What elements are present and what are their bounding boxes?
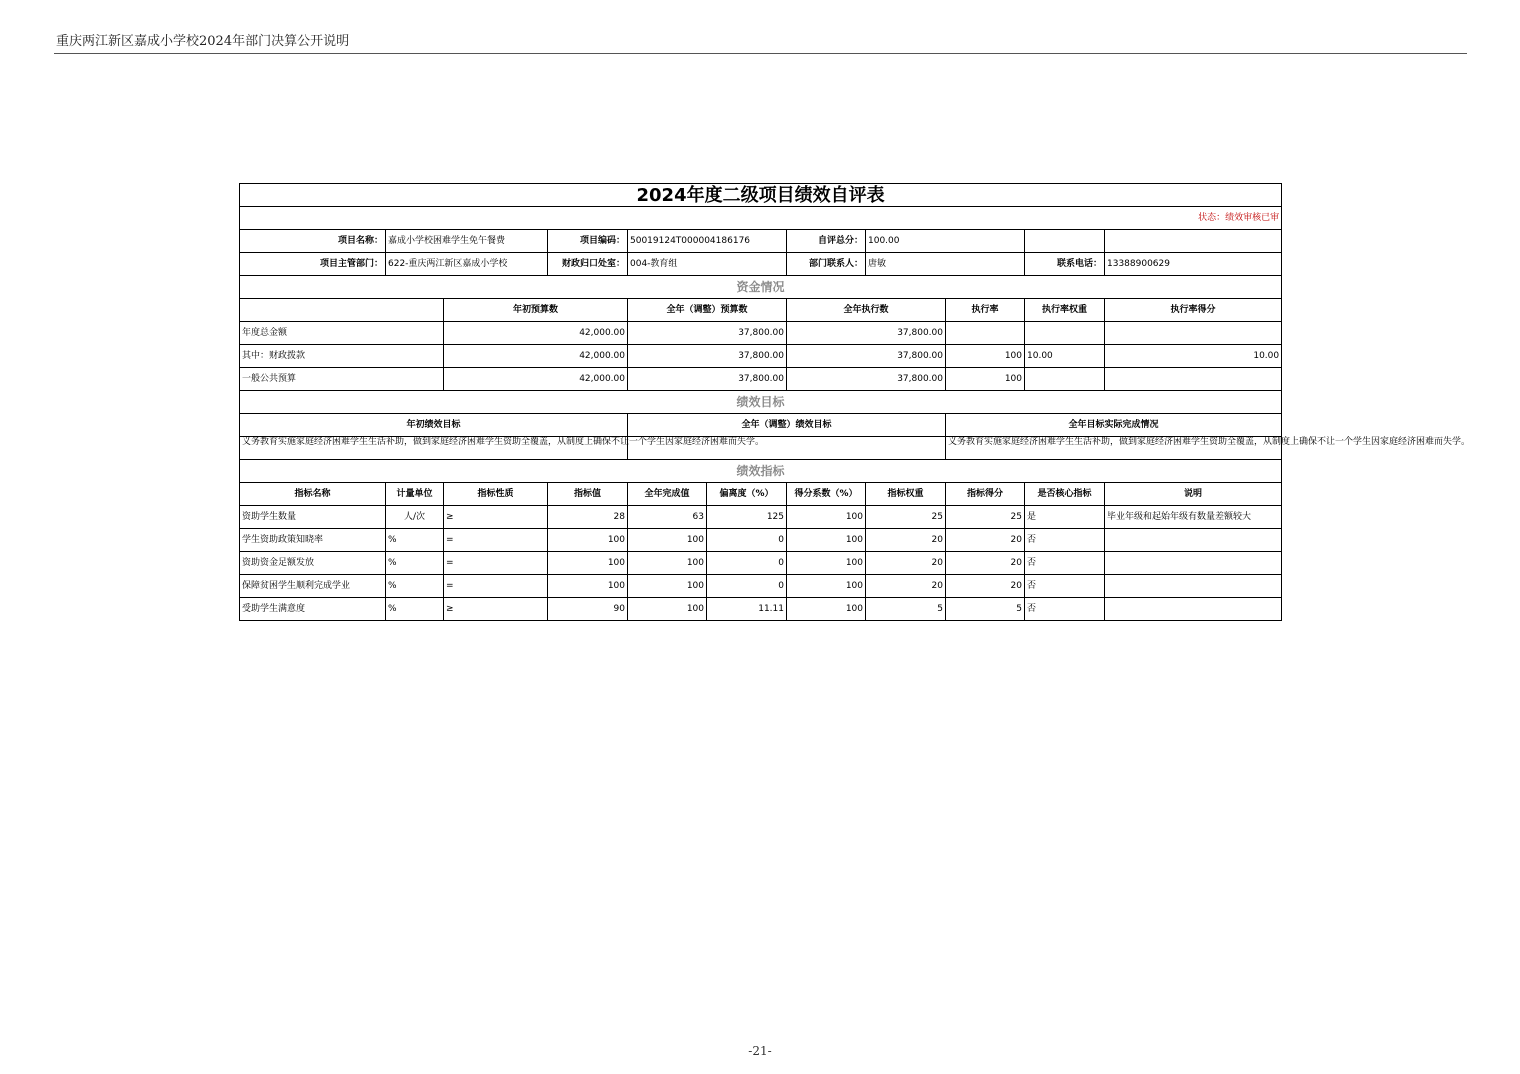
funds-weight — [1025, 322, 1105, 345]
empty-cell — [240, 299, 444, 322]
col-header-adjusted-goal: 全年（调整）绩效目标 — [628, 414, 946, 437]
project-code-label: 项目编码： — [548, 230, 628, 253]
phone-label: 联系电话： — [1025, 253, 1105, 276]
indicator-note — [1105, 598, 1282, 621]
indicator-nature: = — [444, 575, 548, 598]
funds-weight — [1025, 368, 1105, 391]
col-header-indicator-name: 指标名称 — [240, 483, 386, 506]
indicator-weight: 20 — [866, 575, 946, 598]
indicator-score: 25 — [946, 506, 1025, 529]
indicator-name: 资助资金足额发放 — [240, 552, 386, 575]
indicator-note — [1105, 529, 1282, 552]
phone-value: 13388900629 — [1105, 253, 1282, 276]
indicator-note — [1105, 575, 1282, 598]
indicator-weight: 20 — [866, 552, 946, 575]
indicator-coef: 100 — [787, 506, 866, 529]
col-header-actual-goal: 全年目标实际完成情况 — [946, 414, 1282, 437]
col-header-unit: 计量单位 — [386, 483, 444, 506]
indicator-row — [240, 598, 1282, 621]
funds-adjusted: 37,800.00 — [628, 345, 787, 368]
col-header-note: 说明 — [1105, 483, 1282, 506]
contact-value: 唐敏 — [866, 253, 1025, 276]
indicator-target: 28 — [548, 506, 628, 529]
section-goals: 绩效目标 — [240, 391, 1282, 414]
empty-cell — [1105, 230, 1282, 253]
indicator-target: 100 — [548, 575, 628, 598]
header-divider — [54, 53, 1467, 54]
indicator-weight: 20 — [866, 529, 946, 552]
col-header-nature: 指标性质 — [444, 483, 548, 506]
empty-cell — [1025, 230, 1105, 253]
funds-adjusted: 37,800.00 — [628, 322, 787, 345]
indicator-weight: 25 — [866, 506, 946, 529]
col-header-exec-rate: 执行率 — [946, 299, 1025, 322]
funds-row — [240, 368, 1282, 391]
indicator-coef: 100 — [787, 529, 866, 552]
indicator-weight: 5 — [866, 598, 946, 621]
dept-label: 项目主管部门： — [240, 253, 386, 276]
col-header-score: 指标得分 — [946, 483, 1025, 506]
indicator-done: 100 — [628, 575, 707, 598]
indicator-score: 20 — [946, 575, 1025, 598]
funds-rate: 100 — [946, 368, 1025, 391]
funds-executed: 37,800.00 — [787, 368, 946, 391]
indicator-nature: = — [444, 529, 548, 552]
indicator-deviation: 0 — [707, 575, 787, 598]
goals-header-row — [240, 414, 1282, 437]
actual-goal-text: 义务教育实施家庭经济困难学生生活补助，做到家庭经济困难学生资助全覆盖，从制度上确保不让一个学生因家庭经济困难而失学。 — [946, 437, 1282, 460]
section-indicators: 绩效指标 — [240, 460, 1282, 483]
col-header-target: 指标值 — [548, 483, 628, 506]
indicator-target: 100 — [548, 552, 628, 575]
funds-executed: 37,800.00 — [787, 322, 946, 345]
form-title: 2024年度二级项目绩效自评表 — [240, 184, 1282, 207]
indicator-score: 20 — [946, 529, 1025, 552]
initial-goal-text: 义务教育实施家庭经济困难学生生活补助，做到家庭经济困难学生资助全覆盖，从制度上确保不让一个学生因家庭经济困难而失学。 — [240, 437, 628, 460]
funds-score — [1105, 322, 1282, 345]
indicator-target: 100 — [548, 529, 628, 552]
col-header-initial-goal: 年初绩效目标 — [240, 414, 628, 437]
indicator-note — [1105, 552, 1282, 575]
section-funds: 资金情况 — [240, 276, 1282, 299]
col-header-initial-budget: 年初预算数 — [444, 299, 628, 322]
page-header-title: 重庆两江新区嘉成小学校2024年部门决算公开说明 — [56, 34, 350, 49]
funds-rate: 100 — [946, 345, 1025, 368]
funds-rate — [946, 322, 1025, 345]
funds-header-row — [240, 299, 1282, 322]
indicator-nature: ≥ — [444, 506, 548, 529]
funds-initial: 42,000.00 — [444, 322, 628, 345]
indicator-done: 100 — [628, 529, 707, 552]
funds-executed: 37,800.00 — [787, 345, 946, 368]
funds-score: 10.00 — [1105, 345, 1282, 368]
indicator-name: 资助学生数量 — [240, 506, 386, 529]
indicator-coef: 100 — [787, 575, 866, 598]
indicator-name: 保障贫困学生顺利完成学业 — [240, 575, 386, 598]
indicator-name: 受助学生满意度 — [240, 598, 386, 621]
performance-evaluation-table — [239, 183, 1471, 621]
goals-row — [240, 437, 1282, 460]
funds-initial: 42,000.00 — [444, 368, 628, 391]
funds-row-name: 年度总金额 — [240, 322, 444, 345]
funds-row — [240, 322, 1282, 345]
indicator-score: 20 — [946, 552, 1025, 575]
contact-label: 部门联系人： — [787, 253, 866, 276]
info-row-2 — [240, 253, 1282, 276]
indicator-core: 是 — [1025, 506, 1105, 529]
indicator-deviation: 11.11 — [707, 598, 787, 621]
indicator-nature: = — [444, 552, 548, 575]
page-number: -21- — [748, 1044, 772, 1058]
col-header-weight: 指标权重 — [866, 483, 946, 506]
indicator-name: 学生资助政策知晓率 — [240, 529, 386, 552]
funds-adjusted: 37,800.00 — [628, 368, 787, 391]
indicator-score: 5 — [946, 598, 1025, 621]
project-name-value: 嘉成小学校困难学生免午餐费 — [386, 230, 548, 253]
indicator-deviation: 0 — [707, 529, 787, 552]
col-header-deviation: 偏离度（%） — [707, 483, 787, 506]
funds-row-name: 其中：财政拨款 — [240, 345, 444, 368]
funds-row-name: 一般公共预算 — [240, 368, 444, 391]
finance-label: 财政归口处室： — [548, 253, 628, 276]
col-header-adjusted-budget: 全年（调整）预算数 — [628, 299, 787, 322]
col-header-rate-score: 执行率得分 — [1105, 299, 1282, 322]
indicator-unit: % — [386, 575, 444, 598]
indicator-coef: 100 — [787, 598, 866, 621]
funds-initial: 42,000.00 — [444, 345, 628, 368]
project-code-value: 50019124T000004186176 — [628, 230, 787, 253]
indicator-done: 100 — [628, 598, 707, 621]
dept-value: 622-重庆两江新区嘉成小学校 — [386, 253, 548, 276]
col-header-core: 是否核心指标 — [1025, 483, 1105, 506]
indicator-row — [240, 575, 1282, 598]
project-name-label: 项目名称： — [240, 230, 386, 253]
indicator-target: 90 — [548, 598, 628, 621]
finance-value: 004-教育组 — [628, 253, 787, 276]
funds-row — [240, 345, 1282, 368]
indicator-core: 否 — [1025, 575, 1105, 598]
indicator-row — [240, 552, 1282, 575]
score-label: 自评总分： — [787, 230, 866, 253]
indicator-nature: ≥ — [444, 598, 548, 621]
indicator-deviation: 0 — [707, 552, 787, 575]
info-row-1 — [240, 230, 1282, 253]
indicator-note: 毕业年级和起始年级有数量差额较大 — [1105, 506, 1282, 529]
col-header-executed: 全年执行数 — [787, 299, 946, 322]
indicator-core: 否 — [1025, 552, 1105, 575]
indicator-coef: 100 — [787, 552, 866, 575]
indicator-core: 否 — [1025, 529, 1105, 552]
indicator-unit: 人/次 — [386, 506, 444, 529]
indicator-row — [240, 506, 1282, 529]
indicator-deviation: 125 — [707, 506, 787, 529]
indicator-core: 否 — [1025, 598, 1105, 621]
indicators-header-row — [240, 483, 1282, 506]
indicator-done: 100 — [628, 552, 707, 575]
funds-weight: 10.00 — [1025, 345, 1105, 368]
col-header-coef: 得分系数（%） — [787, 483, 866, 506]
indicator-done: 63 — [628, 506, 707, 529]
indicator-unit: % — [386, 552, 444, 575]
indicator-unit: % — [386, 598, 444, 621]
score-value: 100.00 — [866, 230, 1025, 253]
indicator-unit: % — [386, 529, 444, 552]
status-badge: 状态：绩效审核已审 — [240, 207, 1282, 230]
funds-score — [1105, 368, 1282, 391]
indicator-row — [240, 529, 1282, 552]
col-header-rate-weight: 执行率权重 — [1025, 299, 1105, 322]
col-header-done: 全年完成值 — [628, 483, 707, 506]
